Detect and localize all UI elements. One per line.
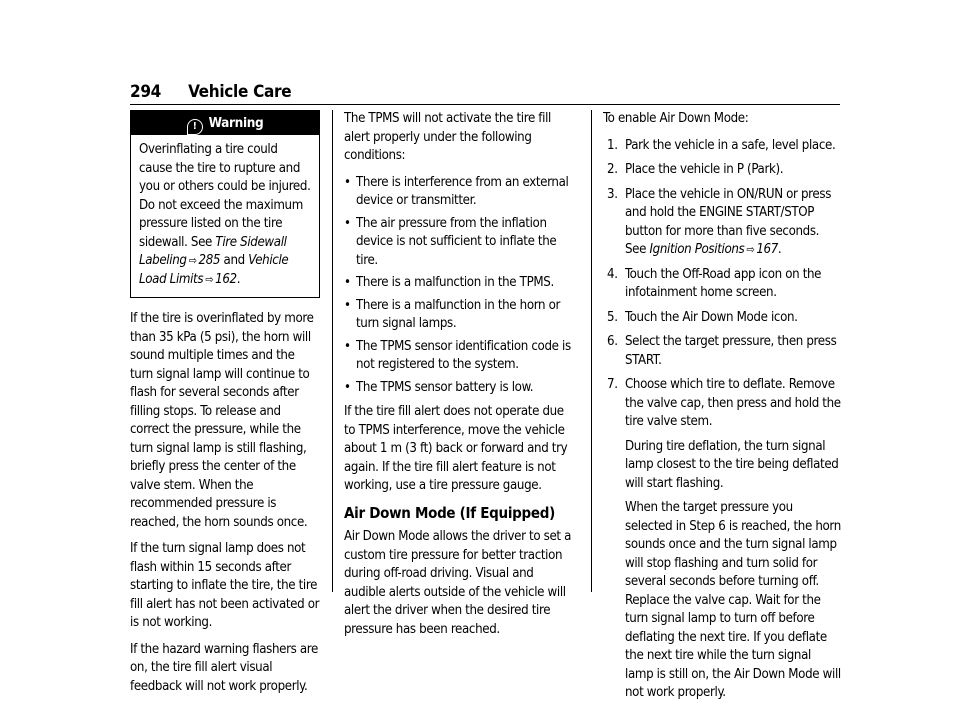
step-text: Park the vehicle in a safe, level place.	[625, 137, 836, 153]
warning-title: Warning	[208, 115, 264, 131]
xref-tire-sidewall-labeling[interactable]: Tire Sidewall Labeling	[139, 234, 287, 268]
step-subparagraph: When the target pressure you selected in Step 6 is reached, the horn sounds once and the turn signal lamp will stop flashing and turn solid for several seconds before turning off. Replace the valve cap. Wait for the turn signal lamp to turn off before deflating the next tire. If you deflate the next tire while the turn signal lamp is still on, the Air Down Mode will not work properly.	[625, 500, 841, 700]
xref-vehicle-load-limits[interactable]: Vehicle Load Limits	[139, 253, 289, 287]
step-text: Touch the Off-Road app icon on the infotainment home screen.	[625, 266, 822, 300]
warning-text	[131, 135, 319, 297]
conditions-list	[344, 174, 578, 398]
column-3	[603, 110, 841, 709]
heading-air-down-mode: Air Down Mode (If Equipped)	[344, 503, 555, 522]
warning-title-bar	[131, 111, 319, 135]
step-end: .	[777, 242, 782, 257]
column-divider-2	[591, 110, 592, 592]
step-number: 4.	[607, 266, 618, 282]
step-number: 1.	[607, 137, 618, 153]
paragraph-no-flash: If the turn signal lamp does not flash within 15 seconds after starting to inflate the tire, the tire fill alert has not been activated or is not working.	[130, 541, 320, 630]
step-item	[603, 309, 841, 328]
step-number: 5.	[607, 309, 618, 325]
step-number: 3.	[607, 186, 618, 202]
step-item	[603, 266, 841, 303]
paragraph-interference: If the tire fill alert does not operate due to TPMS interference, move the vehicle about 1 m (3 ft) back or forward and try again. If the tire fill alert feature is not working, use a tire pressure gauge.	[344, 404, 568, 493]
step-subparagraph: During tire deflation, the turn signal lamp closest to the tire being deflated will start flashing.	[625, 438, 839, 491]
step-number: 7.	[607, 377, 618, 392]
xref-ignition-positions[interactable]: Ignition Positions	[649, 242, 745, 257]
paragraph-overinflated: If the tire is overinflated by more than 35 kPa (5 psi), the horn will sound multiple times and the turn signal lamp will continue to flash for several seconds after filling stops. To release and correct the pressure, while the turn signal lamp is still flashing, briefly press the center of the valve stem. When the recommended pressure is reached, the horn sounds once.	[130, 311, 314, 530]
xref-page-162[interactable]: 162	[215, 271, 237, 287]
step-item	[603, 376, 841, 703]
warning-body-text: Overinflating a tire could cause the tire to rupture and you or others could be injured. Do not exceed the maximum pressure listed on the tire sidewall. See	[139, 142, 311, 250]
list-item: • The air pressure from the inflation device is not sufficient to inflate the tire.	[344, 215, 578, 271]
step-item	[603, 137, 841, 156]
page-ref-arrow-icon: ⇨	[205, 272, 214, 286]
step-text: Touch the Air Down Mode icon.	[625, 309, 798, 325]
xref-page-285[interactable]: 285	[198, 253, 221, 268]
warning-and: and	[220, 253, 249, 268]
page-ref-arrow-icon: ⇨	[746, 243, 755, 256]
paragraph-air-down-description: Air Down Mode allows the driver to set a custom tire pressure for better traction during off-road driving. Visual and audible alerts outside of the vehicle will alert the driver when the desired tire pressure has been reached.	[344, 529, 572, 637]
step-text: Select the target pressure, then press START.	[625, 334, 837, 368]
warning-icon: !	[187, 119, 203, 135]
page-header	[130, 82, 291, 102]
paragraph-conditions-intro: The TPMS will not activate the tire fill alert properly under the following conditions:	[344, 111, 551, 163]
steps-list	[603, 137, 841, 703]
warning-box	[130, 110, 320, 298]
step-text: Place the vehicle in P (Park).	[625, 162, 784, 177]
warning-end: .	[236, 271, 241, 287]
step-text: Choose which tire to deflate. Remove the valve cap, then press and hold the tire valve stem.	[625, 377, 841, 429]
paragraph-hazard: If the hazard warning flashers are on, the tire fill alert visual feedback will not work properly.	[130, 641, 318, 694]
page-ref-arrow-icon: ⇨	[188, 254, 197, 267]
list-item: • There is interference from an external device or transmitter.	[344, 174, 578, 211]
step-number: 6.	[607, 334, 618, 349]
page-number: 294	[130, 82, 162, 102]
step-item	[603, 333, 841, 370]
paragraph-enable-intro: To enable Air Down Mode:	[603, 111, 749, 126]
list-item: • There is a malfunction in the horn or turn signal lamps.	[344, 297, 578, 334]
xref-page-167[interactable]: 167	[756, 242, 778, 257]
list-item: • There is a malfunction in the TPMS.	[344, 274, 578, 293]
step-text: Place the vehicle in ON/RUN or press and hold the ENGINE START/STOP button for more than five seconds. See	[625, 186, 832, 257]
list-item: • The TPMS sensor battery is low.	[344, 379, 578, 398]
column-1	[130, 110, 320, 704]
column-2	[344, 110, 578, 647]
step-number: 2.	[607, 162, 618, 177]
column-divider-1	[332, 110, 333, 592]
list-item: • The TPMS sensor identification code is not registered to the system.	[344, 338, 578, 375]
header-rule	[130, 104, 840, 105]
step-item	[603, 161, 841, 180]
section-title: Vehicle Care	[188, 82, 292, 102]
step-item	[603, 186, 841, 260]
